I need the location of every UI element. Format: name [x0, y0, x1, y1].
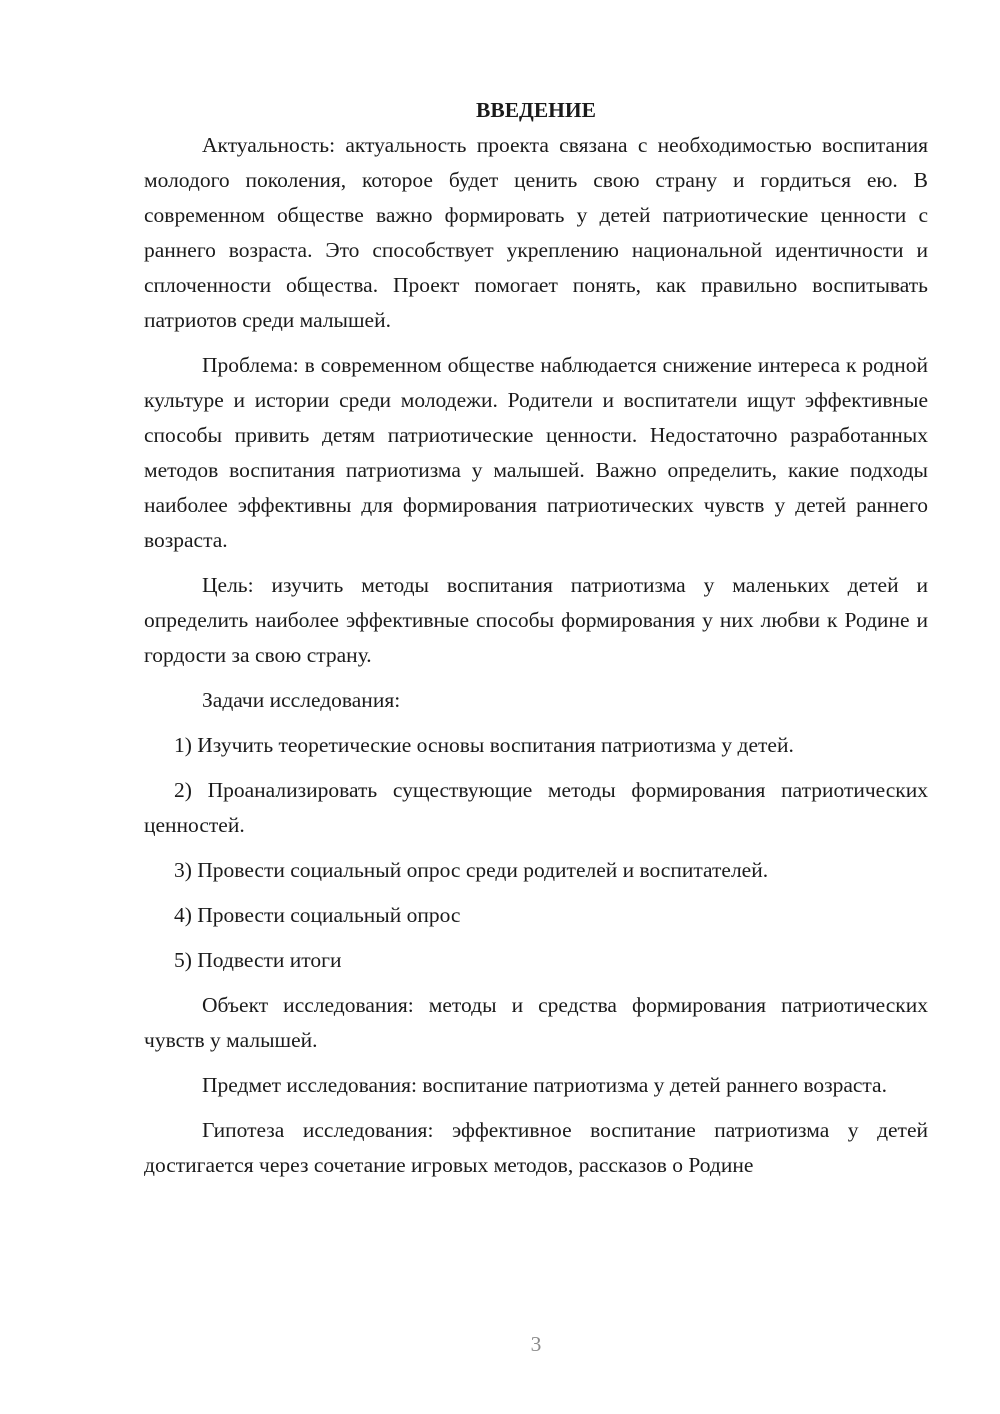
task-item-1: 1) Изучить теоретические основы воспитания патриотизма у детей. — [174, 733, 794, 757]
paragraph-subject: Предмет исследования: воспитание патриотизма у детей раннего возраста. — [202, 1073, 887, 1097]
task-item-3: 3) Провести социальный опрос среди родителей и воспитателей. — [174, 858, 769, 882]
section-heading: ВВЕДЕНИЕ — [476, 98, 596, 122]
task-item-5: 5) Подвести итоги — [174, 948, 342, 972]
page-body — [144, 94, 928, 1193]
task-item-4: 4) Провести социальный опрос — [174, 903, 461, 927]
paragraph-tasks-intro: Задачи исследования: — [202, 688, 401, 712]
paragraph-relevance: Актуальность: актуальность проекта связана с необходимостью воспитания молодого поколения, которое будет ценить свою страну и гордиться ею. В современном обществе важно формировать у детей патриотические ценности с раннего возраста. Это способствует укреплению национальной идентичности и сплоченности общества. Проект помогает понять, как правильно воспитывать патриотов среди малышей. — [144, 133, 928, 332]
paragraph-hypothesis: Гипотеза исследования: эффективное воспитание патриотизма у детей достигается через сочетание игровых методов, рассказов о Родине — [144, 1118, 928, 1177]
paragraph-goal: Цель: изучить методы воспитания патриотизма у маленьких детей и определить наиболее эффективные способы формирования у них любви к Родине и гордости за свою страну. — [144, 573, 928, 667]
paragraph-problem: Проблема: в современном обществе наблюдается снижение интереса к родной культуре и истории среди молодежи. Родители и воспитатели ищут эффективные способы привить детям патриотические ценности. Недостаточно разработанных методов воспитания патриотизма у малышей. Важно определить, какие подходы наиболее эффективны для формирования патриотических чувств у детей раннего возраста. — [144, 353, 928, 552]
page-number: 3 — [530, 1332, 542, 1356]
task-item-2: 2) Проанализировать существующие методы формирования патриотических ценностей. — [144, 778, 928, 837]
paragraph-object: Объект исследования: методы и средства формирования патриотических чувств у малышей. — [144, 993, 928, 1052]
